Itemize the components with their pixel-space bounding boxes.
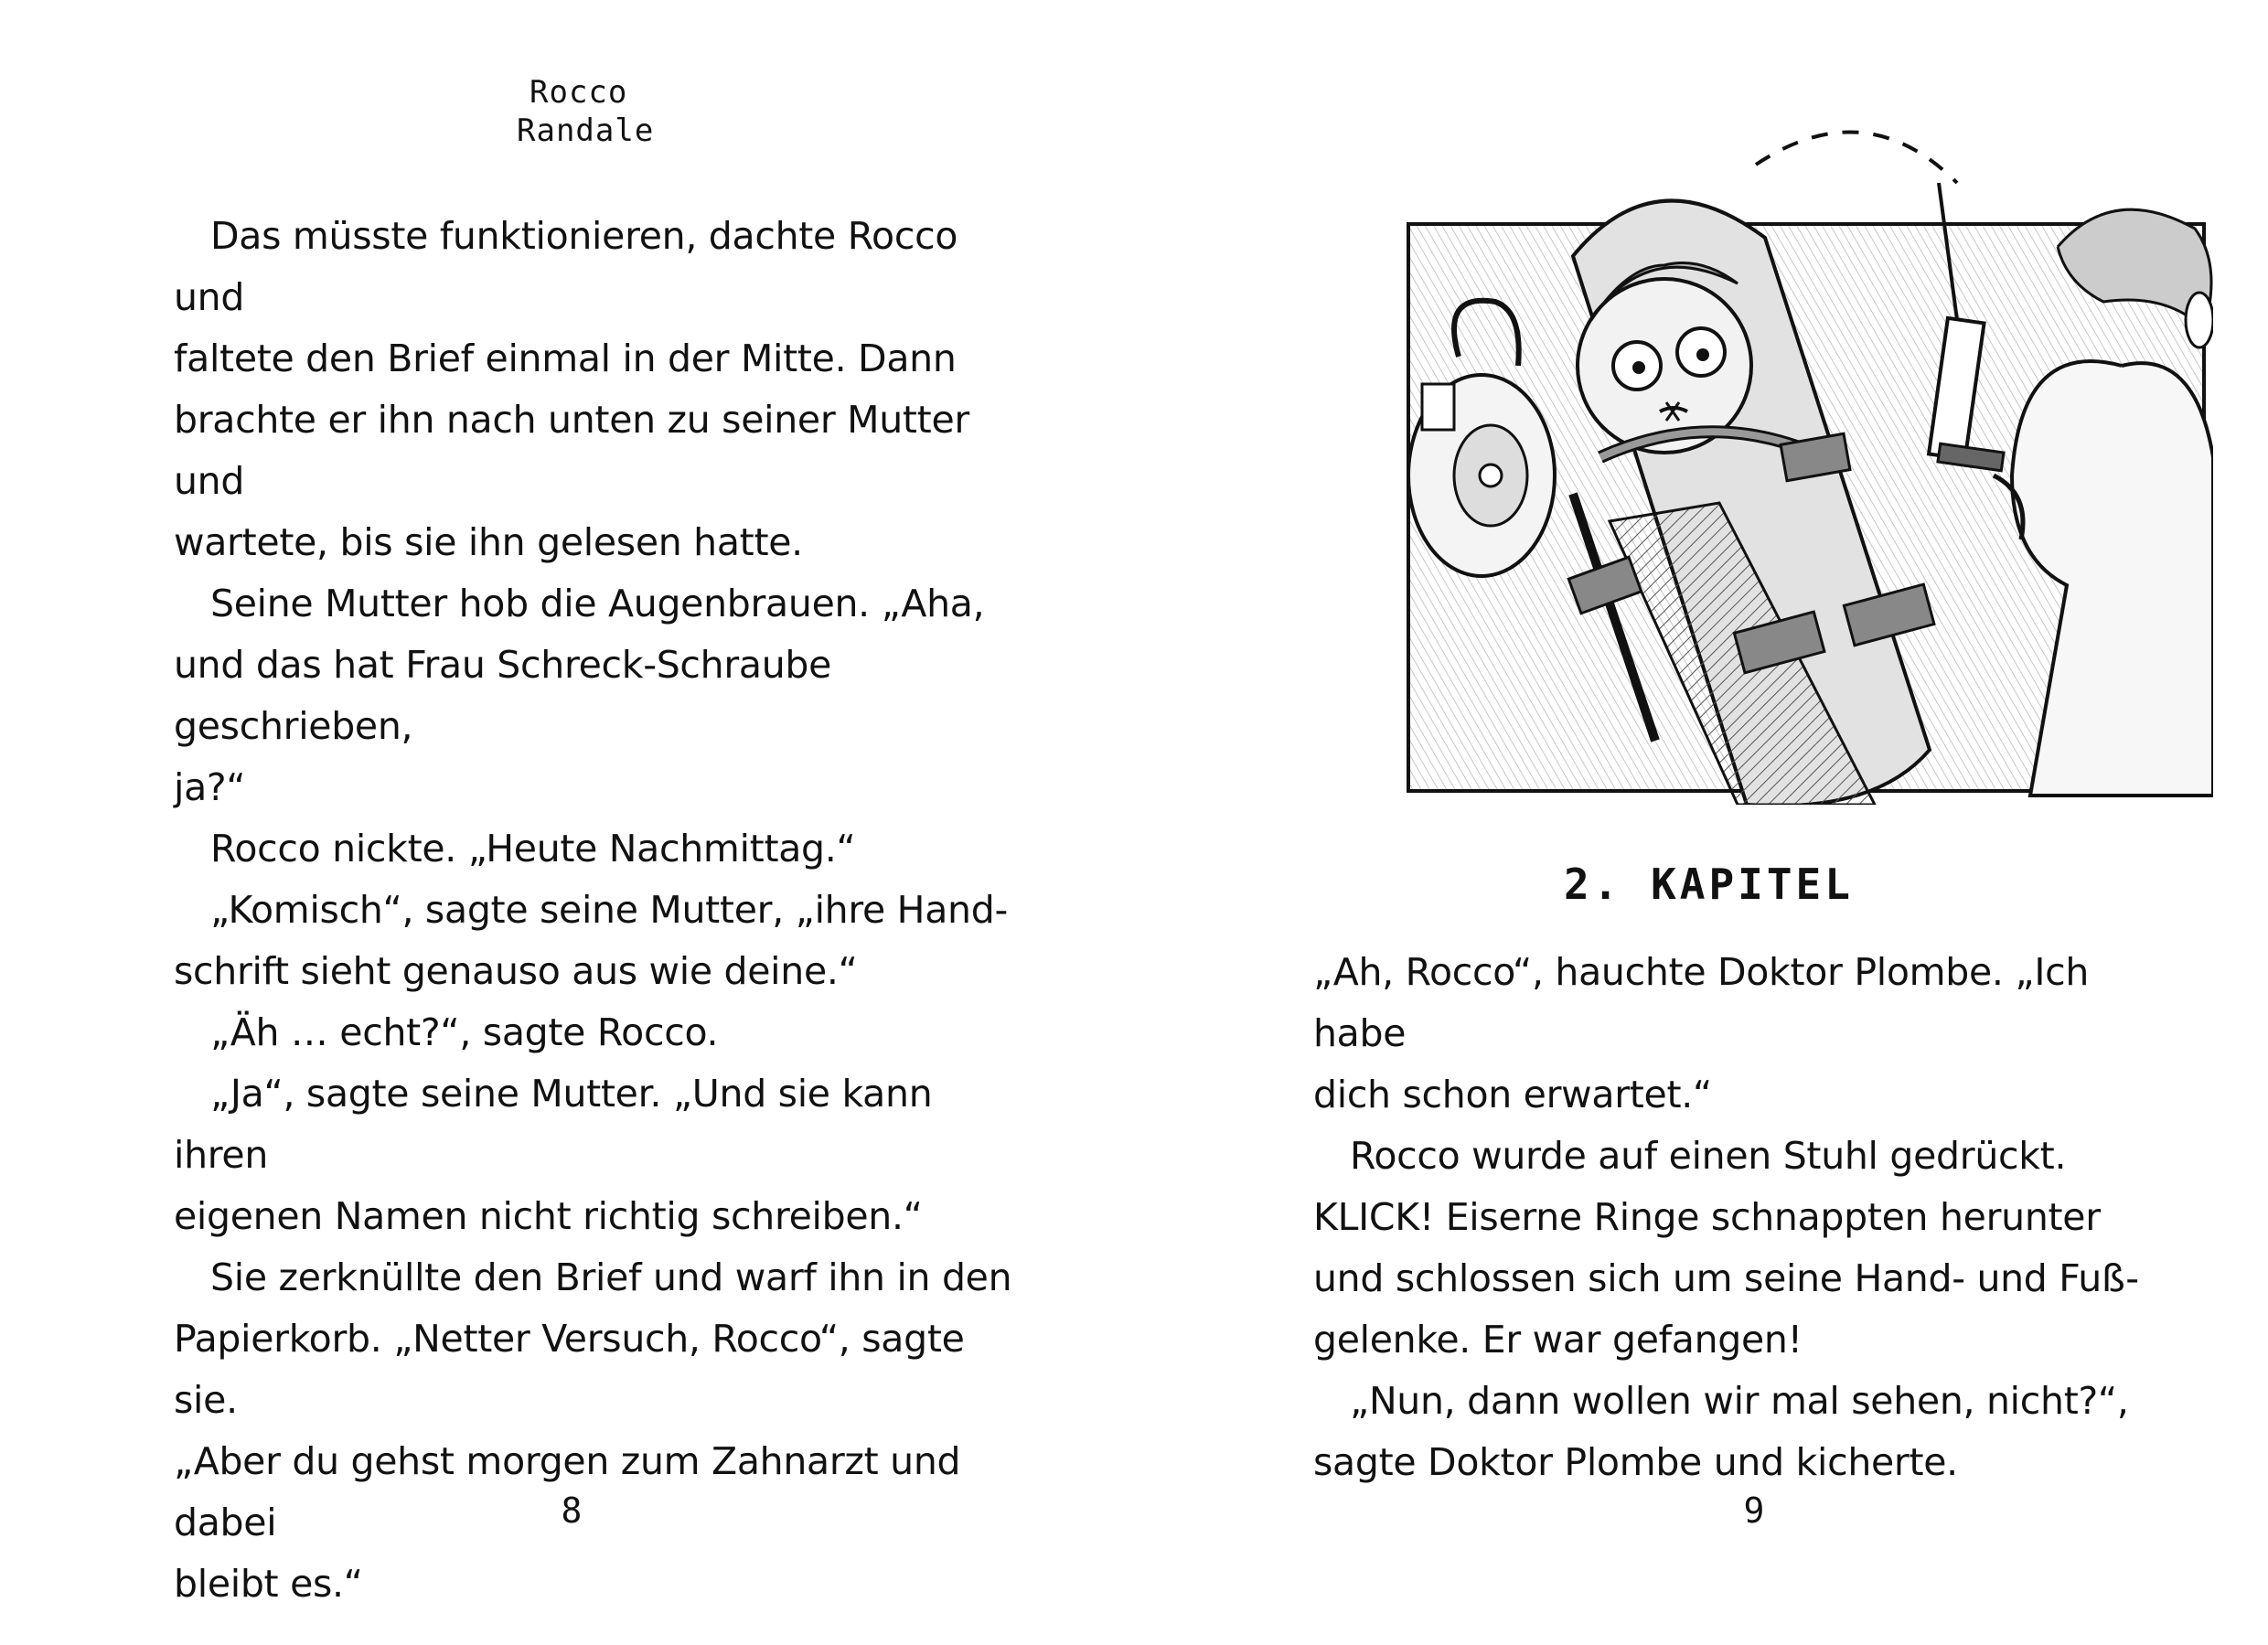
text-line: ja?“ — [174, 765, 246, 809]
dentist-chair-illustration — [1299, 110, 2213, 805]
text-line: Seine Mutter hob die Augenbrauen. „Aha, — [210, 582, 985, 625]
text-line: „Komisch“, sagte seine Mutter, „ihre Hand- — [210, 888, 1008, 932]
text-line: bleibt es.“ — [174, 1562, 363, 1606]
text-line: „Äh … echt?“, sagte Rocco. — [210, 1010, 719, 1054]
page-number: 8 — [561, 1490, 583, 1531]
text-line: „Nun, dann wollen wir mal sehen, nicht?“, — [1350, 1379, 2129, 1423]
text-line: brachte er ihn nach unten zu seiner Mutter und — [174, 398, 969, 503]
text-line: eigenen Namen nicht richtig schreiben.“ — [174, 1194, 923, 1238]
text-line: und schlossen sich um seine Hand- und Fuß- — [1313, 1256, 2139, 1300]
right-body-text — [1313, 942, 2155, 1493]
text-line: „Ja“, sagte seine Mutter. „Und sie kann ihren — [174, 1072, 933, 1177]
text-line: und das hat Frau Schreck-Schraube geschrieben, — [174, 643, 832, 748]
text-line: schrift sieht genauso aus wie deine.“ — [174, 949, 858, 993]
text-line: Sie zerknüllte den Brief und warf ihn in den — [210, 1255, 1012, 1299]
page-number: 9 — [1743, 1490, 1765, 1531]
text-line: Papierkorb. „Netter Versuch, Rocco“, sagte sie. — [174, 1317, 965, 1422]
text-line: faltete den Brief einmal in der Mitte. Dann — [174, 336, 957, 380]
text-line: Das müsste funktionieren, dachte Rocco und — [174, 214, 958, 319]
running-head-line: Randale — [517, 112, 655, 149]
text-line: „Ah, Rocco“, hauchte Doktor Plombe. „Ich habe — [1313, 950, 2090, 1055]
text-line: „Aber du gehst morgen zum Zahnarzt und dabei — [174, 1439, 961, 1544]
text-line: sagte Doktor Plombe und kicherte. — [1313, 1440, 1958, 1484]
running-head-line: Rocco — [530, 74, 628, 111]
text-line: Rocco nickte. „Heute Nachmittag.“ — [210, 827, 856, 871]
right-page — [1134, 0, 2268, 1645]
text-line: Rocco wurde auf einen Stuhl gedrückt. — [1350, 1134, 2067, 1178]
text-line: dich schon erwartet.“ — [1313, 1073, 1712, 1116]
chapter-title: 2. KAPITEL — [1564, 860, 1854, 909]
text-line: KLICK! Eiserne Ringe schnappten herunter — [1313, 1195, 2101, 1239]
running-head — [517, 73, 700, 150]
text-line: gelenke. Er war gefangen! — [1313, 1318, 1803, 1362]
left-body-text — [174, 206, 1015, 1615]
text-line: wartete, bis sie ihn gelesen hatte. — [174, 520, 803, 564]
